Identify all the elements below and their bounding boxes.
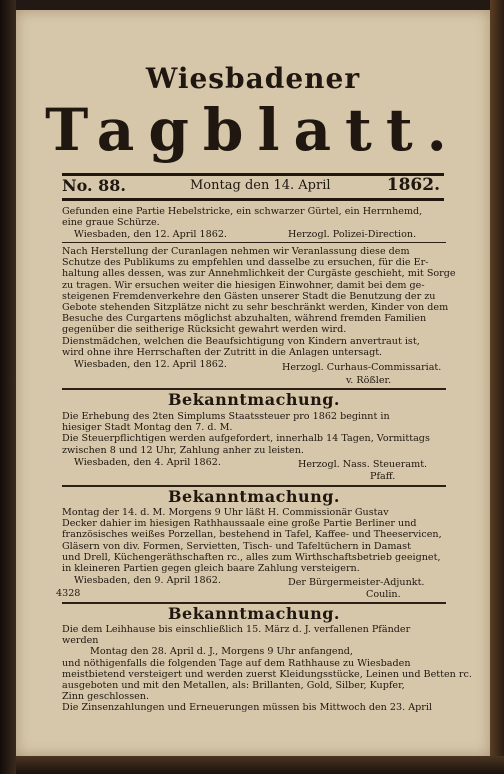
notice1-place-date: Wiesbaden, den 12. April 1862.: [74, 229, 227, 240]
text-line: Die Erhebung des 2ten Simplums Staatssteuer pro 1862 beginnt in: [62, 411, 390, 422]
text-line: meistbietend versteigert und werden zuerst Kleidungsstücke, Leinen und Betten rc.: [62, 668, 472, 680]
page-edge-right: [490, 0, 504, 774]
text-line: ausgeboten und mit den Metallen, als: Brillanten, Gold, Silber, Kupfer,: [62, 680, 405, 692]
notice2-signature: Herzogl. Curhaus-Commissariat.: [282, 362, 442, 373]
notice2-signer: v. Rößler.: [346, 375, 392, 386]
text-line: werden: [62, 635, 99, 647]
notice3-place-date: Wiesbaden, den 4. April 1862.: [74, 457, 221, 468]
newspaper-page: [16, 10, 490, 756]
text-line: gegenüber die seitherige Rücksicht gewahrt werden wird.: [62, 324, 347, 336]
notice4-heading: Bekanntmachung.: [167, 487, 340, 506]
page-edge-bottom: [16, 756, 504, 774]
issue-number: No. 88.: [62, 176, 126, 195]
text-line: steigenen Fremdenverkehre den Gästen unserer Stadt die Benutzung der zu: [62, 290, 436, 302]
masthead-title: Tagblatt.: [45, 96, 461, 164]
issue-date: Montag den 14. April: [190, 178, 331, 193]
text-line: Dienstmädchen, welchen die Beaufsichtigung von Kindern anvertraut ist,: [62, 335, 420, 347]
text-line: Schutze des Publikums zu empfehlen und dasselbe zu ersuchen, für die Er-: [62, 257, 429, 269]
text-line: Besuche des Curgartens möglichst abzuhalten, während fremden Familien: [62, 313, 427, 325]
issue-year: 1862.: [386, 175, 440, 195]
notice3-signature: Herzogl. Nass. Steueramt.: [298, 459, 428, 470]
notice4-ref: 4328: [56, 588, 81, 599]
text-line: Zinn geschlossen.: [62, 691, 150, 703]
text-line: Decker dahier im hiesigen Rathhaussaale eine große Partie Berliner und: [62, 518, 417, 530]
text-line: Montag der 14. d. M. Morgens 9 Uhr läßt H. Commissionär Gustav: [62, 507, 389, 518]
notice3-signer: Pfaff.: [370, 471, 396, 482]
text-line: in kleineren Partien gegen gleich baare Zahlung versteigern.: [62, 563, 360, 575]
text-line: Gläsern von div. Formen, Servietten, Tisch- und Tafeltüchern in Damast: [62, 540, 411, 552]
notice5-body: [62, 624, 472, 714]
text-line: Nach Herstellung der Curanlagen nehmen wir Veranlassung diese dem: [62, 246, 410, 257]
text-line: und nöthigenfalls die folgenden Tage auf dem Rathhause zu Wiesbaden: [62, 657, 411, 669]
issue-line: [62, 175, 444, 197]
notice2-place-date: Wiesbaden, den 12. April 1862.: [74, 359, 227, 370]
notice2-body: [62, 246, 456, 358]
notice5-heading: Bekanntmachung.: [167, 604, 340, 623]
text-line: Gebote stehenden Sitzplätze nicht zu sehr beschränkt werden, Kinder von dem: [62, 302, 449, 314]
text-line: zwischen 8 und 12 Uhr, Zahlung anher zu leisten.: [62, 444, 304, 456]
text-line: Die Zinsenzahlungen und Erneuerungen müssen bis Mittwoch den 23. April: [62, 702, 432, 714]
separator: [62, 242, 446, 243]
text-line: wird ohne ihre Herrschaften der Zutritt in die Anlagen untersagt.: [62, 346, 383, 358]
text-line: und Drell, Küchengeräthschaften rc., alles zum Wirthschaftsbetrieb geeignet,: [62, 551, 441, 563]
notice1-body: [62, 206, 446, 228]
notice4-place-date: Wiesbaden, den 9. April 1862.: [74, 575, 221, 586]
text-line: zu tragen. Wir ersuchen weiter die hiesigen Einwohner, damit bei dem ge-: [62, 279, 425, 291]
notice3-body: [62, 411, 446, 456]
notice4-body: [62, 507, 446, 574]
text-line: Die dem Leihhause bis einschließlich 15. März d. J. verfallenen Pfänder: [62, 624, 411, 635]
masthead-rule-bottom: [62, 198, 444, 201]
text-line: eine graue Schürze.: [62, 217, 160, 229]
text-line: Montag den 28. April d. J., Morgens 9 Uhr anfangend,: [90, 646, 353, 658]
text-line: hiesiger Stadt Montag den 7. d. M.: [62, 422, 233, 434]
text-line: haltung alles dessen, was zur Annehmlichkeit der Curgäste geschieht, mit Sorge: [62, 268, 456, 280]
text-line: Die Steuerpflichtigen werden aufgefordert, innerhalb 14 Tagen, Vormittags: [62, 433, 430, 445]
text-line: französisches weißes Porzellan, bestehend in Tafel, Kaffee- und Theeservicen,: [62, 529, 442, 541]
notice1-signature: Herzogl. Polizei-Direction.: [288, 229, 417, 240]
masthead-top: Wiesbadener: [145, 62, 361, 95]
book-spine: [0, 0, 16, 774]
notice3-heading: Bekanntmachung.: [167, 390, 340, 409]
notice4-signature: Der Bürgermeister-Adjunkt.: [288, 577, 425, 588]
text-line: Gefunden eine Partie Hebelstricke, ein schwarzer Gürtel, ein Herrnhemd,: [62, 206, 423, 217]
notice4-signer: Coulin.: [366, 589, 401, 600]
